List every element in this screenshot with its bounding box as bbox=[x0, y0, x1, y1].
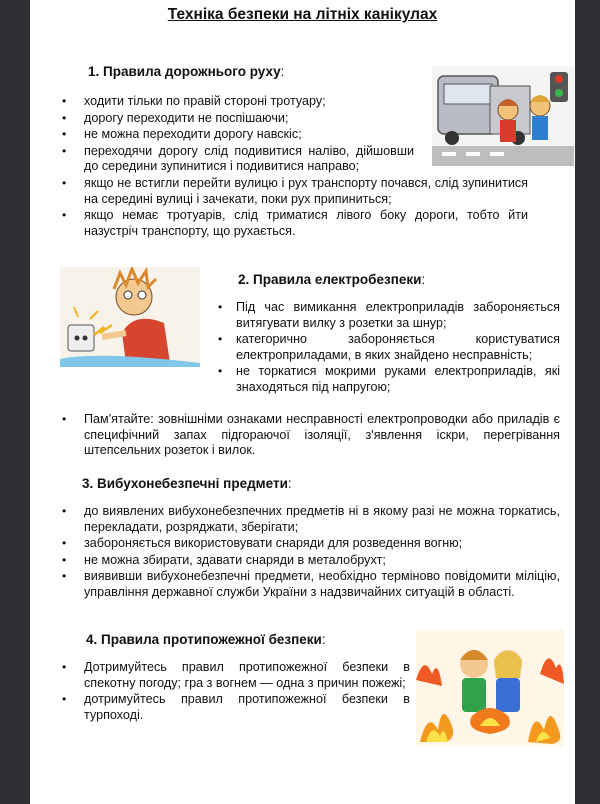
explosives-rules-list bbox=[58, 504, 560, 602]
list-item: • до виявлених вибухонебезпечних предметів ні в якому разі не можна торкатись, перекладати, розряджати, зберігати; bbox=[58, 504, 560, 535]
fire-rules-list bbox=[58, 660, 410, 724]
list-item: • ходити тільки по правій стороні тротуару; bbox=[58, 94, 414, 110]
list-item: • Дотримуйтесь правил протипожежної безпеки в спекотну погоду; гра з вогнем — одна з причин пожежі; bbox=[58, 660, 410, 691]
list-item: • переходячи дорогу слід подивитися наліво, дійшовши до середини зупинитися і подивитися направо; bbox=[58, 144, 414, 175]
list-item: • дорогу переходити не поспішаючи; bbox=[58, 111, 414, 127]
list-item: • дотримуйтесь правил протипожежної безпеки в турпоході. bbox=[58, 692, 410, 723]
list-item: • Під час вимикання електроприладів забороняється витягувати вилку з розетки за шнур; bbox=[210, 300, 560, 331]
list-item: • якщо не встигли перейти вулицю і рух транспорту почався, слід зупинитися на середині вулиці і зачекати, поки рух припиниться; bbox=[58, 176, 528, 207]
list-item: • не можна переходити дорогу навскіс; bbox=[58, 127, 414, 143]
list-item: • якщо немає тротуарів, слід триматися лівого боку дороги, тобто йти назустріч транспорту, що рухається. bbox=[58, 208, 528, 239]
list-item: • виявивши вибухонебезпечні предмети, необхідно терміново повідомити міліцію, управління державної служби України з надзвичайних ситуацій в області. bbox=[58, 569, 560, 600]
traffic-rules-list bbox=[58, 94, 528, 240]
fire-illustration bbox=[416, 630, 564, 746]
section-heading-traffic: 1. Правила дорожнього руху: bbox=[88, 64, 285, 79]
page-title: Техніка безпеки на літніх канікулах bbox=[167, 6, 438, 23]
list-item: • категорично забороняється користуватися електроприладами, в яких знайдено несправність; bbox=[210, 332, 560, 363]
electric-illustration bbox=[60, 267, 200, 367]
document-page bbox=[30, 0, 575, 804]
list-item: • не можна збирати, здавати снаряди в металобрухт; bbox=[58, 553, 560, 569]
list-item: • Пам'ятайте: зовнішніми ознаками несправності електропроводки або приладів є специфічний запах підгораючої ізоляції, з'явлення іскри, перегрівання штепсельних розеток і вилок. bbox=[58, 412, 560, 459]
electrical-rules-list bbox=[210, 300, 560, 397]
list-item: • не торкатися мокрими руками електроприладів, які знаходяться під напругою; bbox=[210, 364, 560, 395]
section-heading-electrical: 2. Правила електробезпеки: bbox=[238, 272, 426, 287]
section-heading-explosives: 3. Вибухонебезпечні предмети: bbox=[82, 476, 292, 491]
electrical-note-list bbox=[58, 412, 560, 460]
section-heading-fire: 4. Правила протипожежної безпеки: bbox=[86, 632, 326, 647]
list-item: • забороняється використовувати снаряди для розведення вогню; bbox=[58, 536, 560, 552]
